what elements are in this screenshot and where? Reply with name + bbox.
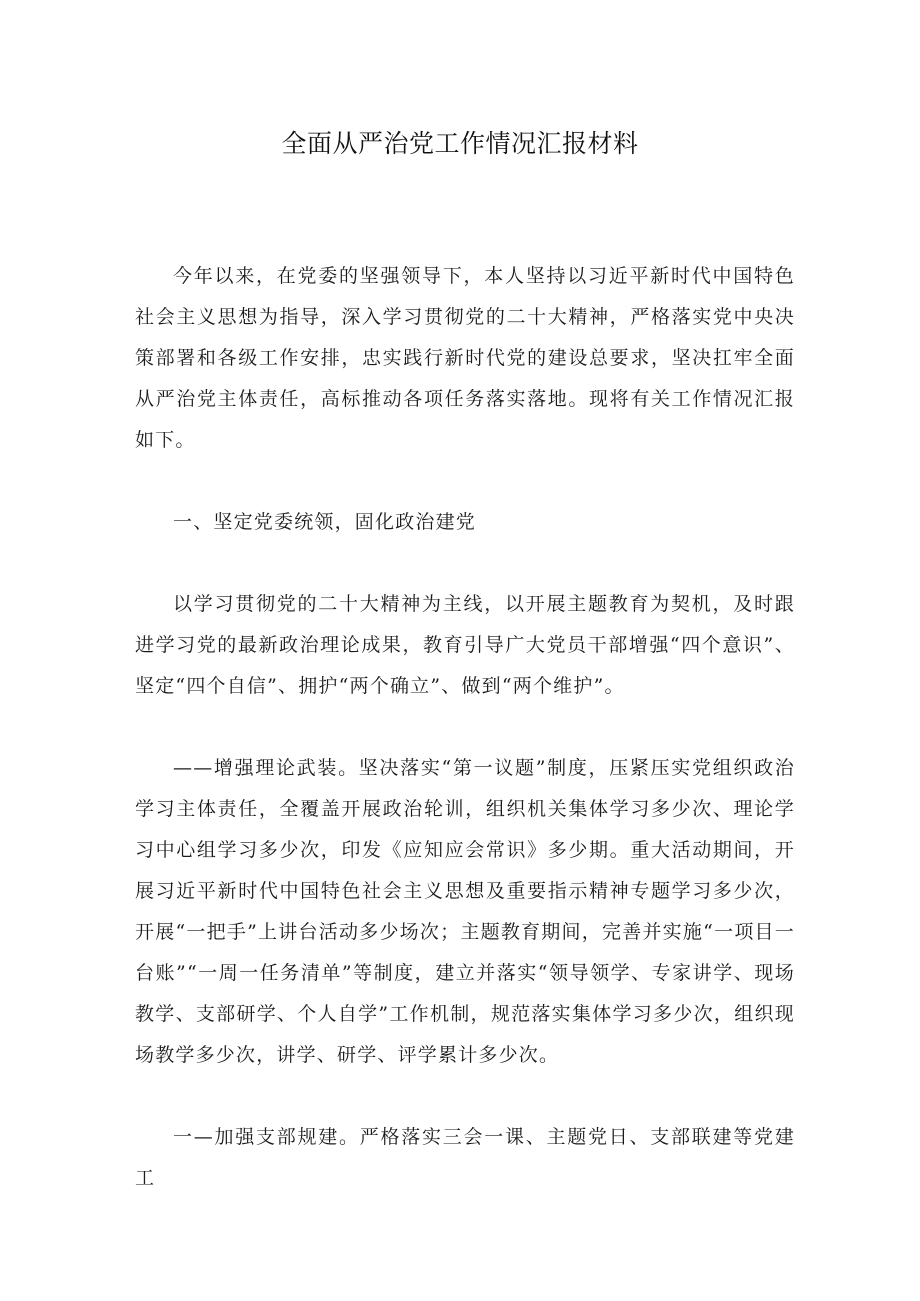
paragraph-theory-armament: ——增强理论武装。坚决落实“第一议题”制度，压紧压实党组织政治学习主体责任，全覆盖开展政治轮训，组织机关集体学习多少次、理论学习中心组学习多少次，印发《应知应会常识》多少期。重大活动期间，开展习近平新时代中国特色社会主义思想及重要指示精神专题学习多少次，开展“一把手”上讲台活动多少场次；主题教育期间，完善并实施“一项目一台账”“一周一任务清单”等制度，建立并落实“领导领学、专家讲学、现场教学、支部研学、个人自学”工作机制，规范落实集体学习多少次，组织现场教学多少次，讲学、研学、评学累计多少次。 xyxy=(135,757,795,1066)
paragraph-branch-building: 一—加强支部规建。严格落实三会一课、主题党日、支部联建等党建工 xyxy=(135,1126,795,1189)
paragraph-section-1-intro: 以学习贯彻党的二十大精神为主线，以开展主题教育为契机，及时跟进学习党的最新政治理论成果，教育引导广大党员干部增强“四个意识”、坚定“四个自信”、拥护“两个确立”、做到“两个维护”。 xyxy=(135,593,795,697)
document-body xyxy=(135,256,795,1240)
document-title: 全面从严治党工作情况汇报材料 xyxy=(281,129,639,158)
paragraph-intro: 今年以来，在党委的坚强领导下，本人坚持以习近平新时代中国特色社会主义思想为指导，深入学习贯彻党的二十大精神，严格落实党中央决策部署和各级工作安排，忠实践行新时代党的建设总要求，坚决扛牢全面从严治党主体责任，高标推动各项任务落实落地。现将有关工作情况汇报如下。 xyxy=(135,265,795,451)
section-heading-1: 一、坚定党委统领，固化政治建党 xyxy=(173,511,477,533)
